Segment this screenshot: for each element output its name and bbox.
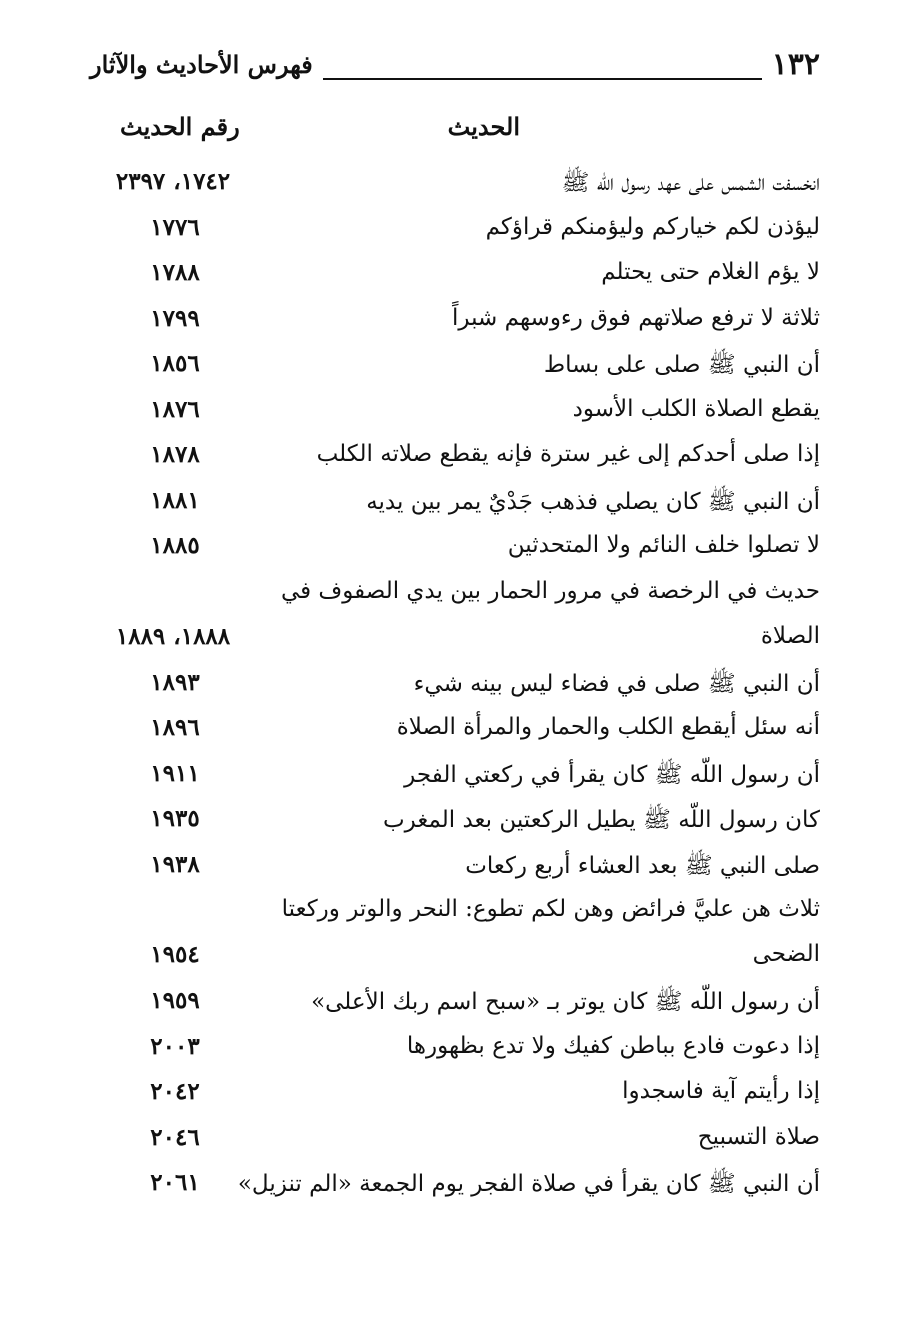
hadith-text: ثلاثة لا ترفع صلاتهم فوق رءوسهم شبراً (452, 304, 820, 331)
index-entry (100, 526, 820, 572)
index-entry (100, 799, 820, 845)
running-header (90, 40, 820, 90)
hadith-number: ١٧٩٩ (150, 304, 200, 332)
hadith-text: لا يؤم الغلام حتى يحتلم (601, 259, 820, 285)
index-entry (100, 208, 820, 254)
hadith-column-heading: الحديث (447, 112, 520, 141)
hadith-number: ١٩٣٥ (150, 805, 200, 832)
hadith-text: يقطع الصلاة الكلب الأسود (572, 395, 820, 422)
hadith-text: ليؤذن لكم خياركم وليؤمنكم قراؤكم (485, 213, 820, 240)
index-entry (100, 663, 820, 709)
hadith-text: أنه سئل أيقطع الكلب والحمار والمرأة الصلاة (396, 714, 820, 740)
index-entry (100, 890, 820, 981)
index-entry (100, 1027, 820, 1073)
index-entry (100, 1118, 820, 1164)
hadith-number: ٢٠٦١ (150, 1169, 200, 1196)
hadith-text: ثلاث هن عليَّ فرائض وهن لكم تطوع: النحر والوتر وركعتا (281, 896, 820, 922)
index-entry (100, 435, 820, 481)
hadith-number: ١٧٨٨ (150, 259, 200, 286)
hadith-number: ١٩٥٤ (150, 941, 200, 968)
hadith-number: ١٨٨٥ (150, 532, 200, 559)
index-entry (100, 981, 820, 1027)
hadith-number: ٢٠٤٢ (150, 1078, 200, 1105)
index-entry (100, 344, 820, 390)
hadith-text: أن النبي ﷺ صلى على بساط (543, 352, 820, 378)
hadith-text-continued: الضحى (752, 941, 820, 967)
hadith-text: كان رسول اللّه ﷺ يطيل الركعتين بعد المغرب (383, 807, 820, 833)
hadith-number: ١٩٥٩ (150, 987, 200, 1014)
hadith-number: ١٨٥٦ (150, 350, 200, 377)
hadith-number: ٢٠٠٣ (150, 1032, 200, 1060)
hadith-number: ١٨٧٨ (150, 441, 200, 468)
index-entry (100, 708, 820, 754)
index-entry (100, 390, 820, 436)
index-entry (100, 253, 820, 299)
index-entry (100, 1072, 820, 1118)
column-headings (90, 112, 820, 152)
index-entry (100, 572, 820, 663)
hadith-number: ١٨٩٣ (150, 668, 200, 696)
hadith-number: ١٨٧٦ (150, 395, 200, 423)
hadith-text: لا تصلوا خلف النائم ولا المتحدثين (507, 532, 820, 558)
hadith-text: صلى النبي ﷺ بعد العشاء أربع ركعات (465, 852, 820, 879)
hadith-number: ١٧٤٢، ٢٣٩٧ (115, 168, 231, 195)
hadith-text: صلاة التسبيح (697, 1123, 820, 1150)
index-entry (100, 1163, 820, 1209)
hadith-text-continued: الصلاة (760, 622, 820, 649)
hadith-text: أن النبي ﷺ كان يصلي فذهب جَدْيٌ يمر بين يديه (366, 488, 820, 515)
hadith-text: أن رسول اللّه ﷺ كان يوتر بـ «سبح اسم ربك الأعلى» (311, 989, 820, 1015)
index-entry (100, 754, 820, 800)
index-entry (100, 299, 820, 345)
index-entry (100, 845, 820, 891)
hadith-number: ١٨٨٨، ١٨٨٩ (115, 622, 231, 650)
hadith-text: أن النبي ﷺ صلى في فضاء ليس بينه شيء (413, 670, 820, 697)
hadith-text: أن رسول اللّه ﷺ كان يقرأ في ركعتي الفجر (404, 761, 820, 788)
hadith-number: ١٨٩٦ (150, 714, 200, 741)
hadith-text: إذا رأيتم آية فاسجدوا (622, 1078, 820, 1104)
index-entry (100, 481, 820, 527)
page-number: ١٣٢ (771, 47, 820, 82)
hadith-number: ٢٠٤٦ (150, 1123, 200, 1151)
hadith-text: حديث في الرخصة في مرور الحمار بين يدي الصفوف في (280, 577, 820, 604)
hadith-text: انخسفت الشمس على عهد رسول اللّه ﷺ (561, 170, 820, 196)
hadith-number: ١٩٣٨ (150, 850, 200, 878)
hadith-number: ١٧٧٦ (150, 213, 200, 241)
hadith-number: ١٨٨١ (150, 486, 200, 514)
hadith-index-list (100, 162, 820, 1209)
number-column-heading: رقم الحديث (120, 112, 240, 141)
hadith-number: ١٩١١ (150, 759, 200, 787)
header-rule (323, 78, 762, 80)
hadith-text: إذا صلى أحدكم إلى غير سترة فإنه يقطع صلاته الكلب (316, 441, 820, 467)
hadith-text: إذا دعوت فادع بباطن كفيك ولا تدع بظهورها (406, 1032, 820, 1059)
hadith-text: أن النبي ﷺ كان يقرأ في صلاة الفجر يوم الجمعة «الم تنزيل» (237, 1171, 820, 1197)
running-title: فهرس الأحاديث والآثار (90, 50, 313, 79)
index-entry (100, 162, 820, 208)
